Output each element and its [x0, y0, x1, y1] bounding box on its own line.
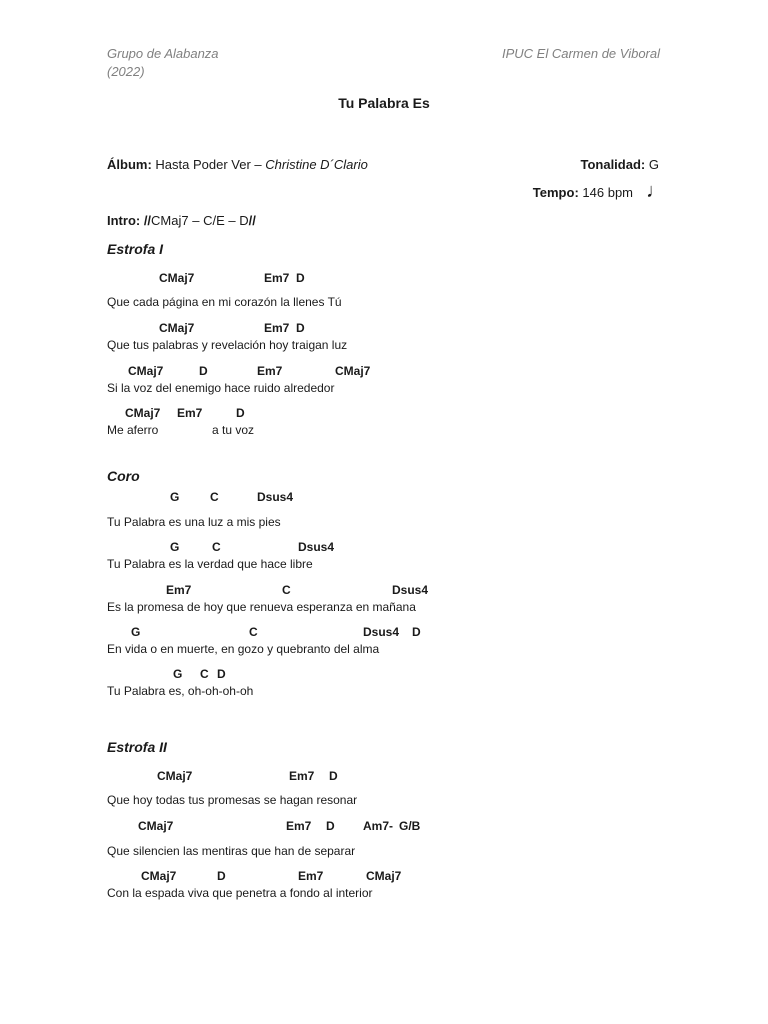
lyric-line: Es la promesa de hoy que renueva esperanza en mañana — [107, 600, 416, 614]
lyric-line: Me aferro — [107, 423, 159, 437]
chord: CMaj7 — [159, 271, 195, 285]
chord: Am7- — [363, 819, 394, 833]
chord: Em7 — [177, 406, 203, 420]
chord: G — [131, 625, 141, 639]
chord: Em7 — [264, 321, 290, 335]
chord: Dsus4 — [298, 540, 335, 554]
lyric-line: En vida o en muerte, en gozo y quebranto del alma — [107, 642, 380, 656]
section-title-coro: Coro — [107, 468, 140, 484]
chord: G/B — [399, 819, 421, 833]
chord: D — [296, 271, 305, 285]
album-value: Hasta Poder Ver – — [155, 157, 262, 172]
chord: Dsus4 — [363, 625, 400, 639]
key-value: G — [648, 157, 659, 172]
chord: Em7 — [289, 769, 315, 783]
lyric-line: Que silencien las mentiras que han de separar — [107, 844, 356, 858]
chord: CMaj7 — [335, 364, 371, 378]
lyric-line: Que tus palabras y revelación hoy traigan luz — [107, 338, 348, 352]
chord: Em7 — [166, 583, 192, 597]
chord: G — [170, 490, 180, 504]
chord: D — [236, 406, 245, 420]
key-line — [580, 157, 659, 172]
tempo-value: 146 bpm — [582, 185, 633, 200]
header-year: (2022) — [107, 64, 145, 79]
chord: D — [329, 769, 338, 783]
chord: D — [199, 364, 208, 378]
artist-name: Christine D´Clario — [265, 157, 368, 172]
lyric-line: Si la voz del enemigo hace ruido alrededor — [107, 381, 335, 395]
chord: CMaj7 — [141, 869, 177, 883]
chord: CMaj7 — [157, 769, 193, 783]
lyric-line: Con la espada viva que penetra a fondo al interior — [107, 886, 373, 900]
chord: Dsus4 — [392, 583, 429, 597]
chord: D — [326, 819, 335, 833]
chord: Em7 — [257, 364, 283, 378]
lyric-line: Tu Palabra es, oh-oh-oh-oh — [107, 684, 254, 698]
section-title-estrofa-2: Estrofa II — [107, 739, 167, 755]
chord: CMaj7 — [125, 406, 161, 420]
lyric-line: Que hoy todas tus promesas se hagan resonar — [107, 793, 358, 807]
chord: Em7 — [264, 271, 290, 285]
chord: C — [249, 625, 258, 639]
intro-line — [107, 213, 256, 228]
tempo-label: Tempo: — [532, 185, 579, 200]
chord: D — [412, 625, 421, 639]
chord: D — [217, 869, 226, 883]
chord: CMaj7 — [128, 364, 164, 378]
intro-label: Intro: // — [107, 213, 152, 228]
song-title: Tu Palabra Es — [338, 95, 430, 111]
chord: D — [217, 667, 226, 681]
chord: Dsus4 — [257, 490, 294, 504]
chord: C — [282, 583, 291, 597]
tempo-line — [533, 185, 633, 200]
chord: C — [212, 540, 221, 554]
chord: CMaj7 — [159, 321, 195, 335]
section-title-estrofa-1: Estrofa I — [107, 241, 164, 257]
chord: Em7 — [298, 869, 324, 883]
chord: G — [173, 667, 183, 681]
intro-end: // — [248, 213, 256, 228]
chord: D — [296, 321, 305, 335]
quarter-note-icon: ♩ — [646, 180, 666, 202]
chord: C — [200, 667, 209, 681]
key-label: Tonalidad: — [580, 157, 646, 172]
header-group: Grupo de Alabanza — [107, 46, 219, 61]
album-line — [107, 157, 368, 172]
lyric-line: Que cada página en mi corazón la llenes Tú — [107, 295, 342, 309]
chord: C — [210, 490, 219, 504]
intro-chords: CMaj7 – C/E – D — [151, 213, 249, 228]
lyric-line: Tu Palabra es la verdad que hace libre — [107, 557, 313, 571]
album-label: Álbum: — [107, 157, 152, 172]
lyric-line: Tu Palabra es una luz a mis pies — [107, 515, 281, 529]
chord: CMaj7 — [138, 819, 174, 833]
chord: CMaj7 — [366, 869, 402, 883]
header-church: IPUC El Carmen de Viboral — [502, 46, 660, 61]
chord: G — [170, 540, 180, 554]
chord: Em7 — [286, 819, 312, 833]
lyric-line: a tu voz — [212, 423, 255, 437]
